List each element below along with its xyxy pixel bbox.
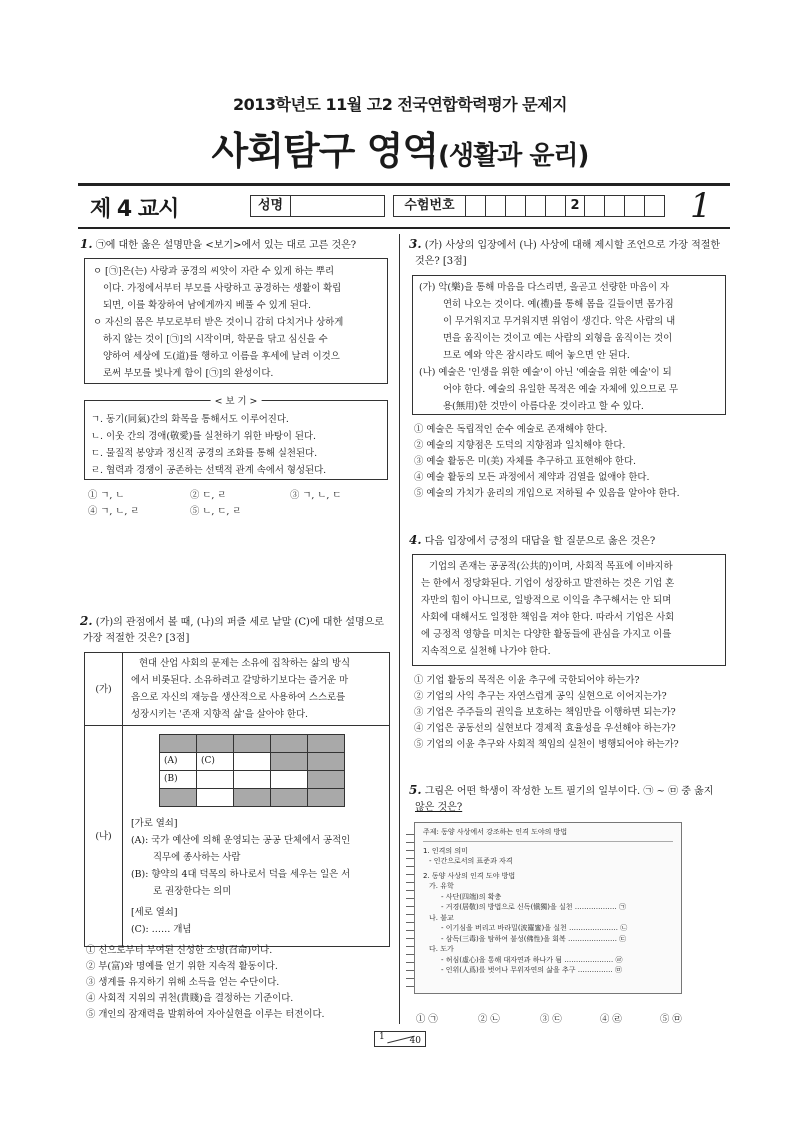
- ga-line: 에서 비롯된다. 소유하려고 갈망하기보다는 즐거운 마: [131, 675, 349, 686]
- question-2: [80, 613, 392, 647]
- name-field[interactable]: [250, 195, 385, 217]
- note-line: - 이기심을 버리고 바라밀(波羅蜜)을 실천 ………………… ㉡: [441, 924, 628, 932]
- note-line: 가. 유학: [429, 882, 454, 890]
- garo-a: (A): 국가 예산에 의해 운영되는 공공 단체에서 공적인: [131, 835, 351, 846]
- q4-options: [414, 673, 729, 753]
- bogi-item: ㄴ. 이웃 간의 경애(敬愛)를 실천하기 위한 바탕이 된다.: [91, 431, 316, 442]
- garo-heading: [가로 열쇠]: [131, 818, 178, 829]
- note-title: 주제: 동양 사상에서 강조하는 인격 도야의 방법: [423, 827, 673, 842]
- grid-cell: [197, 771, 234, 789]
- q4-option-1[interactable]: ① 기업 활동의 목적은 이윤 추구에 국한되어야 하는가?: [414, 675, 640, 686]
- q2-ga-label: (가): [85, 653, 123, 726]
- q3-number: 3.: [409, 237, 422, 251]
- q3-passage-box: [412, 275, 726, 415]
- period-label: 제 4 교시: [90, 197, 179, 222]
- note-line: - 인간으로서의 표준과 자격: [429, 857, 513, 865]
- q3-option-5[interactable]: ⑤ 예술의 가치가 윤리의 개입으로 저하될 수 있음을 알아야 한다.: [414, 488, 680, 499]
- q3-option-3[interactable]: ③ 예술 활동은 미(美) 자체를 추구하고 표현해야 한다.: [414, 456, 636, 467]
- q1-line: 되면, 이를 확장하여 남에게까지 베풀 수 있게 된다.: [103, 300, 311, 311]
- q4-prompt: 다음 입장에서 긍정의 대답을 할 질문으로 옳은 것은?: [424, 536, 656, 547]
- exam-digit-cell[interactable]: [486, 196, 506, 216]
- q4-line: 는 한에서 정당화된다. 기업이 성장하고 발전하는 것은 기업 혼: [421, 578, 675, 589]
- question-3: [409, 236, 729, 270]
- q2-option-2[interactable]: ② 부(富)와 명예를 얻기 위한 지속적 활동이다.: [86, 961, 278, 972]
- exam-title: [0, 120, 800, 175]
- q1-option-1[interactable]: ① ㄱ, ㄴ: [88, 490, 125, 501]
- grid-cell-blocked: [308, 735, 345, 753]
- page-number: 1: [690, 186, 712, 226]
- q5-prompt: 그림은 어떤 학생이 작성한 노트 필기의 일부이다. ㉠ ~ ㉤ 중 옳지: [424, 786, 714, 797]
- q5-option-3[interactable]: ③ ㉢: [540, 1014, 562, 1025]
- grid-cell: [197, 789, 234, 807]
- q1-prompt: ㉠에 대한 옳은 설명만을 <보기>에서 있는 대로 고른 것은?: [95, 240, 357, 251]
- q2-na-content: [123, 726, 390, 947]
- q4-option-5[interactable]: ⑤ 기업의 이윤 추구와 사회적 책임의 실천이 병행되어야 하는가?: [414, 739, 679, 750]
- q3-option-4[interactable]: ④ 예술 활동의 모든 과정에서 제약과 검열을 없애야 한다.: [414, 472, 650, 483]
- title-main: 사회탐구 영역: [211, 129, 439, 173]
- q5-option-5[interactable]: ⑤ ㉤: [660, 1014, 682, 1025]
- q4-option-4[interactable]: ④ 기업은 공동선의 실현보다 경제적 효율성을 우선해야 하는가?: [414, 723, 676, 734]
- q5-option-4[interactable]: ④ ㉣: [600, 1014, 622, 1025]
- grid-cell-blocked: [234, 789, 271, 807]
- q5-option-2[interactable]: ② ㉡: [478, 1014, 500, 1025]
- q1-option-5[interactable]: ⑤ ㄴ, ㄷ, ㄹ: [190, 506, 242, 517]
- note-line: 1. 인격의 의미: [423, 846, 468, 855]
- q2-option-5[interactable]: ⑤ 개인의 잠재력을 발휘하여 자아실현을 이루는 터전이다.: [86, 1009, 325, 1020]
- page-current: 1: [379, 1032, 385, 1042]
- garo-b-cont: 로 권장한다는 의미: [153, 886, 232, 897]
- page-counter: [374, 1031, 426, 1047]
- q2-option-1[interactable]: ① 신으로부터 부여된 신성한 소명(召命)이다.: [86, 945, 273, 956]
- q1-line: 양하여 세상에 도(道)를 행하고 이름을 후세에 날려 이것으: [103, 351, 340, 362]
- exam-digit-cell[interactable]: [506, 196, 526, 216]
- q4-line: 기업의 존재는 공공적(公共的)이며, 사회적 목표에 이바지하: [429, 561, 673, 572]
- exam-digit-cell[interactable]: [546, 196, 566, 216]
- q2-table: [84, 652, 390, 947]
- sero-heading: [세로 열쇠]: [131, 907, 178, 918]
- header-rule-bottom: [78, 227, 730, 229]
- note-line: 다. 도가: [429, 945, 454, 953]
- q5-note-image: [414, 822, 682, 994]
- question-4: [409, 532, 729, 550]
- q4-option-3[interactable]: ③ 기업은 주주들의 권익을 보호하는 책임만을 이행하면 되는가?: [414, 707, 676, 718]
- q3-line: 므로 예와 악은 잠시라도 떼어 놓으면 안 된다.: [443, 350, 630, 361]
- crossword-grid: [159, 734, 345, 807]
- exam-digit-cell[interactable]: [625, 196, 645, 216]
- q1-line: 하지 않는 것이 [㉠]의 시작이며, 학문을 닦고 심신을 수: [103, 334, 328, 345]
- q2-na-label: (나): [85, 726, 123, 947]
- note-line: - 사단(四端)의 확충: [441, 892, 502, 901]
- bogi-item: ㄱ. 동기(同氣)간의 화목을 통해서도 이루어진다.: [91, 414, 289, 425]
- q1-option-3[interactable]: ③ ㄱ, ㄴ, ㄷ: [290, 490, 342, 501]
- q1-line: ㅇ [㉠]은(는) 사랑과 공경의 씨앗이 자란 수 있게 하는 뿌리: [93, 266, 335, 277]
- q3-line: 이 무거워지고 무거워지면 위엄이 생긴다. 악은 사람의 내: [443, 316, 676, 327]
- exam-digit-cell[interactable]: [466, 196, 486, 216]
- sero-c: (C): …… 개념: [131, 924, 192, 935]
- grid-cell-blocked: [271, 735, 308, 753]
- q2-option-4[interactable]: ④ 사회적 지위의 귀천(貴賤)을 결정하는 기준이다.: [86, 993, 294, 1004]
- grid-cell-blocked: [271, 753, 308, 771]
- q3-option-2[interactable]: ② 예술의 지향점은 도덕의 지향점과 일치해야 한다.: [414, 440, 626, 451]
- exam-digit-cell[interactable]: [645, 196, 664, 216]
- q1-line: 이다. 가정에서부터 부모를 사랑하고 공경하는 생활이 확립: [103, 283, 342, 294]
- q4-passage-box: [412, 554, 726, 666]
- grid-cell-blocked: [160, 789, 197, 807]
- q1-number: 1.: [80, 237, 93, 251]
- page-total: 40: [409, 1036, 421, 1046]
- grid-cell-blocked: [197, 735, 234, 753]
- grid-cell-blocked: [234, 735, 271, 753]
- q3-line: (나) 예술은 '인생을 위한 예술'이 아닌 '예술을 위한 예술'이 되: [419, 367, 672, 378]
- exam-digit-cell[interactable]: [605, 196, 625, 216]
- ga-line: 현대 산업 사회의 문제는 소유에 집착하는 삶의 방식: [139, 658, 351, 669]
- q2-number: 2.: [80, 614, 93, 628]
- q1-passage-box: [84, 258, 388, 384]
- note-line: - 삼독(三毒)을 탐하여 불성(佛性)을 회복 ………………… ㉢: [441, 934, 627, 943]
- question-1: [80, 236, 390, 254]
- q2-prompt-2: 가장 적절한 것은? [3점]: [83, 633, 190, 644]
- name-label: 성명: [251, 196, 291, 216]
- grid-cell-b: (B): [160, 771, 197, 789]
- ga-line: 음으로 자신의 재능을 생산적으로 사용하여 스스로를: [131, 692, 346, 703]
- q4-line: 사회에 대해서도 일정한 책임을 져야 한다. 따라서 기업은 사회: [421, 612, 675, 623]
- q3-line: 용(無用)한 것만이 아름다운 것이라고 할 수 있다.: [443, 401, 644, 412]
- grid-cell-c: (C): [197, 753, 234, 771]
- exam-digit-cell[interactable]: [585, 196, 605, 216]
- exam-number-label: 수험번호: [394, 196, 466, 216]
- ga-line: 성장시키는 '존재 지향적 삶'을 살아야 한다.: [131, 709, 308, 720]
- grid-cell-blocked: [308, 753, 345, 771]
- q3-line: 면을 움직이는 것이고 예는 사람의 외형을 움직이는 것이: [443, 333, 673, 344]
- q4-line: 지속적으로 실천해 나가야 한다.: [421, 646, 551, 657]
- garo-b: (B): 향약의 4대 덕목의 하나로서 덕을 세우는 일은 서: [131, 869, 351, 880]
- q4-line: 에 긍정적 영향을 미치는 다양한 활동들에 관심을 가지고 이를: [421, 629, 672, 640]
- q4-option-2[interactable]: ② 기업의 사익 추구는 자연스럽게 공익 실현으로 이어지는가?: [414, 691, 667, 702]
- bogi-label: < 보 기 >: [211, 393, 262, 410]
- q1-option-4[interactable]: ④ ㄱ, ㄴ, ㄹ: [88, 506, 140, 517]
- q1-line: 로써 부모를 빛나게 함이 [㉠]의 완성이다.: [103, 368, 274, 379]
- note-line: 나. 불교: [429, 913, 454, 922]
- q1-line: ㅇ 자신의 몸은 부모로부터 받은 것이니 감히 다치거나 상하게: [93, 317, 344, 328]
- grid-cell: [234, 753, 271, 771]
- exam-digit-cell[interactable]: 2: [566, 196, 586, 216]
- grid-cell-blocked: [308, 771, 345, 789]
- note-line: - 허심(虛心)을 통해 대자연과 하나가 됨 ………………… ㉣: [441, 955, 623, 964]
- exam-subtitle: 2013학년도 11월 고2 전국연합학력평가 문제지: [232, 95, 567, 114]
- note-line: 2. 동양 사상의 인격 도야 방법: [423, 871, 516, 880]
- q5-prompt-2: 않은 것은?: [415, 802, 463, 813]
- q5-option-1[interactable]: ① ㉠: [416, 1014, 438, 1025]
- q3-options: [414, 422, 729, 502]
- q3-line: 어야 한다. 예술의 유일한 목적은 예술 자체에 있으므로 무: [443, 384, 679, 395]
- q1-option-2[interactable]: ② ㄷ, ㄹ: [190, 490, 227, 501]
- exam-number-field[interactable]: [393, 195, 665, 217]
- column-divider: [399, 234, 400, 1024]
- question-5: [409, 782, 729, 816]
- q3-option-1[interactable]: ① 예술은 독립적인 순수 예술로 존재해야 한다.: [414, 424, 608, 435]
- q2-option-3[interactable]: ③ 생계를 유지하기 위해 소득을 얻는 수단이다.: [86, 977, 280, 988]
- note-line: - 인위(人爲)를 벗어나 무위자연의 삶을 추구 …………… ㉤: [441, 966, 622, 974]
- q4-line: 자만의 힘이 아니므로, 일방적으로 이익을 추구해서는 안 되며: [421, 595, 672, 606]
- grid-cell-a: (A): [160, 753, 197, 771]
- header-rule-top: [78, 183, 730, 186]
- grid-cell: [234, 771, 271, 789]
- grid-cell-blocked: [160, 735, 197, 753]
- grid-cell-blocked: [308, 789, 345, 807]
- q2-ga-passage: [123, 653, 390, 726]
- bogi-item: ㄷ. 물질적 봉양과 정신적 공경의 조화를 통해 실천된다.: [91, 448, 318, 459]
- q5-number: 5.: [409, 783, 422, 797]
- q3-prompt-2: 것은? [3점]: [415, 256, 467, 267]
- garo-a-cont: 직무에 종사하는 사람: [153, 852, 241, 863]
- grid-cell: [271, 771, 308, 789]
- q1-bogi-box: [84, 396, 388, 480]
- q3-line: 연히 나오는 것이다. 예(禮)를 통해 몸을 길들이면 몸가짐: [443, 299, 674, 310]
- q2-options: [86, 943, 396, 1023]
- note-line: - 거경(居敬)의 방법으로 신독(愼獨)을 실천 ……………… ㉠: [441, 903, 626, 911]
- exam-digit-cell[interactable]: [526, 196, 546, 216]
- title-sub: (생활과 윤리): [438, 141, 589, 171]
- q3-line: (가) 악(樂)을 통해 마음을 다스리면, 올곧고 선량한 마음이 자: [419, 282, 670, 293]
- q3-prompt: (가) 사상의 입장에서 (나) 사상에 대해 제시할 조언으로 가장 적절한: [424, 240, 721, 251]
- grid-cell-blocked: [271, 789, 308, 807]
- q2-prompt: (가)의 관점에서 볼 때, (나)의 퍼즐 세로 낱말 (C)에 대한 설명으로: [95, 617, 384, 628]
- q4-number: 4.: [409, 533, 422, 547]
- bogi-item: ㄹ. 협력과 경쟁이 공존하는 선택적 관계 속에서 형성된다.: [91, 465, 327, 476]
